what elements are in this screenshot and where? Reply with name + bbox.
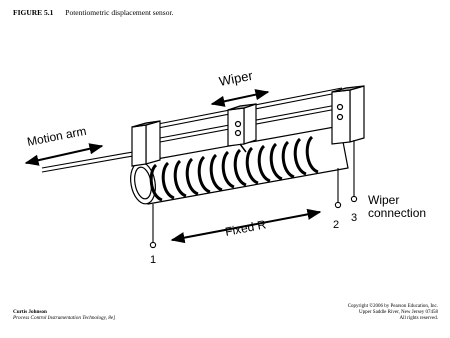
- terminal-3-label: 3: [351, 212, 358, 224]
- author-name: Curtis Johnson: [13, 309, 47, 315]
- footer-credit: [13, 309, 115, 322]
- terminal-1-label: 1: [150, 254, 157, 266]
- terminal-2-dot: [335, 202, 340, 207]
- copyright-line-3: All rights reserved.: [399, 316, 438, 322]
- wiper-connection-label-line1: Wiper: [368, 193, 400, 207]
- terminal-1-dot: [150, 242, 155, 247]
- motion-arm-arrow: [26, 146, 102, 163]
- terminal-2-label: 2: [333, 219, 340, 231]
- footer-copyright: [348, 304, 438, 323]
- copyright-line-2: Upper Saddle River, New Jersey 07458: [359, 310, 438, 316]
- wiper-connection-label-line2: connection: [368, 206, 427, 220]
- copyright-line-1: Copyright ©2006 by Pearson Education, Inc.: [347, 304, 438, 309]
- wiper-arrow: [212, 92, 268, 104]
- right-end-block: [332, 86, 364, 144]
- wiper-label: Wiper: [217, 67, 254, 89]
- book-title: Process Control Instrumentation Technology, 8e]: [13, 315, 116, 322]
- motion-arm-label: Motion arm: [25, 123, 88, 149]
- terminal-3-dot: [351, 196, 356, 201]
- figure-title: Potentiometric displacement sensor.: [65, 8, 174, 17]
- left-end-block: [132, 121, 160, 166]
- fixed-r-label: Fixed R: [223, 217, 268, 239]
- figure-number: FIGURE 5.1: [13, 8, 54, 17]
